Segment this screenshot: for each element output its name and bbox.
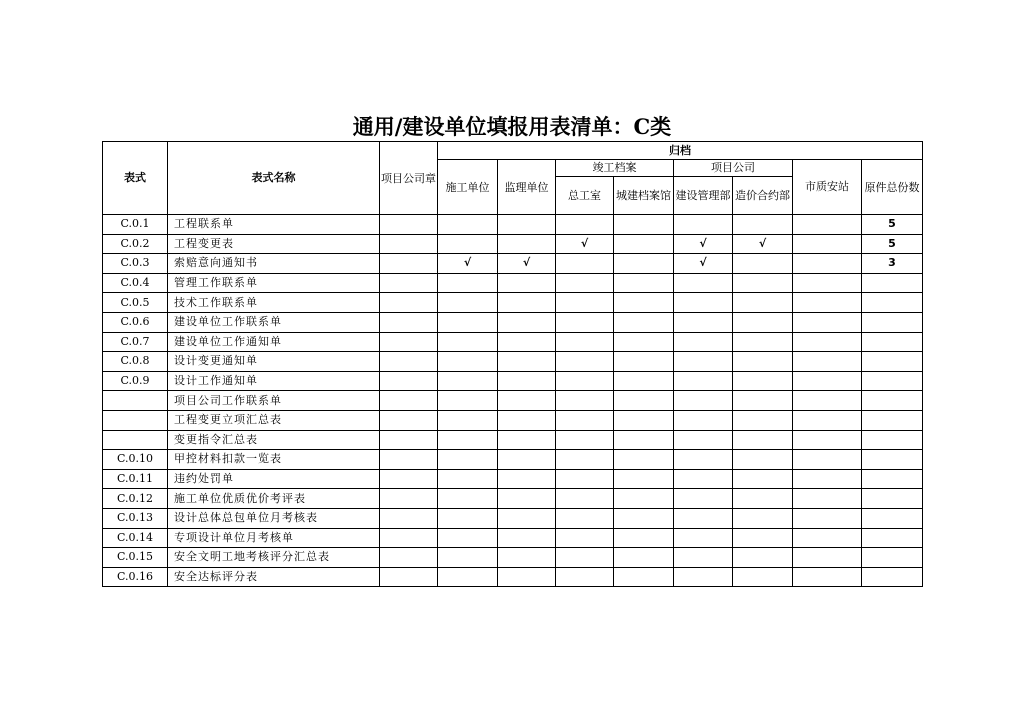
- construction-mgmt-dept-cell: [674, 312, 733, 332]
- cost-contract-dept-cell: [733, 371, 793, 391]
- chief-engineer-office-cell: √: [556, 234, 614, 254]
- construction-unit-cell: [438, 450, 498, 470]
- urban-archive-hall-cell: [614, 528, 674, 548]
- urban-archive-hall-cell: [614, 391, 674, 411]
- chief-engineer-office-cell: [556, 254, 614, 274]
- form-name-cell: 违约处罚单: [168, 469, 380, 489]
- supervision-unit-cell: [498, 234, 556, 254]
- chief-engineer-office-cell: [556, 273, 614, 293]
- city-quality-safety-station-cell: [793, 410, 862, 430]
- construction-unit-cell: [438, 352, 498, 372]
- header-chief-engineer-office: 总工室: [556, 177, 614, 215]
- form-code-cell: [103, 391, 168, 411]
- table-row: [103, 234, 923, 254]
- form-list-table: [102, 141, 923, 587]
- city-quality-safety-station-cell: [793, 430, 862, 450]
- city-quality-safety-station-cell: [793, 312, 862, 332]
- construction-unit-cell: [438, 215, 498, 235]
- document-title: 通用/建设单位填报用表清单：C类: [352, 114, 672, 139]
- project-company-seal-cell: [380, 234, 438, 254]
- chief-engineer-office-cell: [556, 371, 614, 391]
- chief-engineer-office-cell: [556, 548, 614, 568]
- urban-archive-hall-cell: [614, 567, 674, 587]
- supervision-unit-cell: [498, 508, 556, 528]
- construction-unit-cell: √: [438, 254, 498, 274]
- construction-mgmt-dept-cell: [674, 391, 733, 411]
- cost-contract-dept-cell: [733, 312, 793, 332]
- construction-mgmt-dept-cell: [674, 352, 733, 372]
- form-code-cell: C.0.16: [103, 567, 168, 587]
- urban-archive-hall-cell: [614, 254, 674, 274]
- chief-engineer-office-cell: [556, 410, 614, 430]
- project-company-seal-cell: [380, 293, 438, 313]
- chief-engineer-office-cell: [556, 215, 614, 235]
- project-company-seal-cell: [380, 567, 438, 587]
- original-total-copies-cell: [862, 352, 923, 372]
- table-row: [103, 489, 923, 509]
- cost-contract-dept-cell: [733, 430, 793, 450]
- form-name-cell: 变更指令汇总表: [168, 430, 380, 450]
- form-name-cell: 甲控材料扣款一览表: [168, 450, 380, 470]
- construction-mgmt-dept-cell: [674, 332, 733, 352]
- header-cost-contract-dept: 造价合约部: [733, 177, 793, 215]
- header-construction-mgmt-dept: 建设管理部: [674, 177, 733, 215]
- form-code-cell: C.0.3: [103, 254, 168, 274]
- chief-engineer-office-cell: [556, 508, 614, 528]
- original-total-copies-cell: [862, 508, 923, 528]
- form-code-cell: C.0.12: [103, 489, 168, 509]
- form-name-cell: 专项设计单位月考核单: [168, 528, 380, 548]
- supervision-unit-cell: [498, 312, 556, 332]
- cost-contract-dept-cell: [733, 273, 793, 293]
- project-company-seal-cell: [380, 254, 438, 274]
- supervision-unit-cell: [498, 391, 556, 411]
- original-total-copies-cell: [862, 450, 923, 470]
- table-row: [103, 508, 923, 528]
- chief-engineer-office-cell: [556, 430, 614, 450]
- supervision-unit-cell: [498, 352, 556, 372]
- construction-mgmt-dept-cell: [674, 371, 733, 391]
- construction-unit-cell: [438, 430, 498, 450]
- header-project-company-seal: 项目公司章: [380, 142, 438, 215]
- form-code-cell: C.0.11: [103, 469, 168, 489]
- construction-unit-cell: [438, 293, 498, 313]
- table-row: [103, 391, 923, 411]
- construction-unit-cell: [438, 332, 498, 352]
- project-company-seal-cell: [380, 430, 438, 450]
- cost-contract-dept-cell: [733, 410, 793, 430]
- header-supervision-unit: 监理单位: [498, 160, 556, 215]
- header-project-company: 项目公司: [674, 160, 793, 177]
- city-quality-safety-station-cell: [793, 254, 862, 274]
- chief-engineer-office-cell: [556, 312, 614, 332]
- original-total-copies-cell: [862, 371, 923, 391]
- urban-archive-hall-cell: [614, 215, 674, 235]
- city-quality-safety-station-cell: [793, 332, 862, 352]
- city-quality-safety-station-cell: [793, 215, 862, 235]
- table-row: [103, 567, 923, 587]
- supervision-unit-cell: [498, 273, 556, 293]
- form-name-cell: 技术工作联系单: [168, 293, 380, 313]
- urban-archive-hall-cell: [614, 312, 674, 332]
- project-company-seal-cell: [380, 469, 438, 489]
- table-row: [103, 469, 923, 489]
- chief-engineer-office-cell: [556, 332, 614, 352]
- original-total-copies-cell: [862, 332, 923, 352]
- construction-mgmt-dept-cell: [674, 508, 733, 528]
- form-code-cell: C.0.13: [103, 508, 168, 528]
- supervision-unit-cell: [498, 293, 556, 313]
- form-code-cell: C.0.2: [103, 234, 168, 254]
- supervision-unit-cell: [498, 548, 556, 568]
- original-total-copies-cell: [862, 567, 923, 587]
- chief-engineer-office-cell: [556, 450, 614, 470]
- urban-archive-hall-cell: [614, 371, 674, 391]
- construction-mgmt-dept-cell: √: [674, 254, 733, 274]
- city-quality-safety-station-cell: [793, 391, 862, 411]
- form-name-cell: 设计变更通知单: [168, 352, 380, 372]
- construction-unit-cell: [438, 567, 498, 587]
- form-code-cell: C.0.9: [103, 371, 168, 391]
- form-name-cell: 建设单位工作通知单: [168, 332, 380, 352]
- form-code-cell: C.0.14: [103, 528, 168, 548]
- form-code-cell: C.0.6: [103, 312, 168, 332]
- cost-contract-dept-cell: [733, 293, 793, 313]
- cost-contract-dept-cell: [733, 215, 793, 235]
- construction-mgmt-dept-cell: [674, 430, 733, 450]
- chief-engineer-office-cell: [556, 528, 614, 548]
- table-row: [103, 410, 923, 430]
- table-row: [103, 273, 923, 293]
- supervision-unit-cell: [498, 215, 556, 235]
- project-company-seal-cell: [380, 508, 438, 528]
- city-quality-safety-station-cell: [793, 293, 862, 313]
- project-company-seal-cell: [380, 332, 438, 352]
- construction-mgmt-dept-cell: √: [674, 234, 733, 254]
- supervision-unit-cell: [498, 371, 556, 391]
- supervision-unit-cell: [498, 332, 556, 352]
- construction-unit-cell: [438, 528, 498, 548]
- cost-contract-dept-cell: [733, 450, 793, 470]
- form-name-cell: 工程变更表: [168, 234, 380, 254]
- supervision-unit-cell: [498, 528, 556, 548]
- form-code-cell: [103, 410, 168, 430]
- construction-unit-cell: [438, 391, 498, 411]
- form-code-cell: C.0.5: [103, 293, 168, 313]
- project-company-seal-cell: [380, 215, 438, 235]
- project-company-seal-cell: [380, 489, 438, 509]
- cost-contract-dept-cell: [733, 567, 793, 587]
- original-total-copies-cell: [862, 273, 923, 293]
- construction-unit-cell: [438, 469, 498, 489]
- original-total-copies-cell: [862, 410, 923, 430]
- header-completion-archive: 竣工档案: [556, 160, 674, 177]
- project-company-seal-cell: [380, 352, 438, 372]
- construction-unit-cell: [438, 410, 498, 430]
- city-quality-safety-station-cell: [793, 352, 862, 372]
- table-row: [103, 293, 923, 313]
- cost-contract-dept-cell: [733, 528, 793, 548]
- original-total-copies-cell: [862, 528, 923, 548]
- form-name-cell: 工程变更立项汇总表: [168, 410, 380, 430]
- supervision-unit-cell: [498, 489, 556, 509]
- project-company-seal-cell: [380, 273, 438, 293]
- construction-mgmt-dept-cell: [674, 450, 733, 470]
- original-total-copies-cell: [862, 430, 923, 450]
- cost-contract-dept-cell: [733, 489, 793, 509]
- construction-mgmt-dept-cell: [674, 528, 733, 548]
- form-name-cell: 设计工作通知单: [168, 371, 380, 391]
- construction-unit-cell: [438, 508, 498, 528]
- urban-archive-hall-cell: [614, 273, 674, 293]
- cost-contract-dept-cell: [733, 332, 793, 352]
- urban-archive-hall-cell: [614, 508, 674, 528]
- form-name-cell: 安全文明工地考核评分汇总表: [168, 548, 380, 568]
- cost-contract-dept-cell: √: [733, 234, 793, 254]
- table-row: [103, 254, 923, 274]
- original-total-copies-cell: 5: [862, 234, 923, 254]
- form-code-cell: C.0.15: [103, 548, 168, 568]
- cost-contract-dept-cell: [733, 254, 793, 274]
- city-quality-safety-station-cell: [793, 469, 862, 489]
- cost-contract-dept-cell: [733, 469, 793, 489]
- project-company-seal-cell: [380, 450, 438, 470]
- construction-unit-cell: [438, 312, 498, 332]
- original-total-copies-cell: [862, 293, 923, 313]
- table-row: [103, 528, 923, 548]
- construction-unit-cell: [438, 273, 498, 293]
- chief-engineer-office-cell: [556, 489, 614, 509]
- original-total-copies-cell: [862, 548, 923, 568]
- table-row: [103, 352, 923, 372]
- header-archive: 归档: [438, 142, 923, 160]
- supervision-unit-cell: [498, 410, 556, 430]
- form-code-cell: C.0.1: [103, 215, 168, 235]
- header-form-name: 表式名称: [168, 142, 380, 215]
- original-total-copies-cell: [862, 312, 923, 332]
- form-name-cell: 项目公司工作联系单: [168, 391, 380, 411]
- project-company-seal-cell: [380, 312, 438, 332]
- form-name-cell: 建设单位工作联系单: [168, 312, 380, 332]
- original-total-copies-cell: [862, 391, 923, 411]
- city-quality-safety-station-cell: [793, 371, 862, 391]
- construction-mgmt-dept-cell: [674, 548, 733, 568]
- header-city-quality-safety-station: 市质安站: [793, 160, 862, 215]
- table-row: [103, 430, 923, 450]
- form-code-cell: C.0.8: [103, 352, 168, 372]
- city-quality-safety-station-cell: [793, 273, 862, 293]
- supervision-unit-cell: [498, 450, 556, 470]
- construction-unit-cell: [438, 371, 498, 391]
- project-company-seal-cell: [380, 548, 438, 568]
- urban-archive-hall-cell: [614, 332, 674, 352]
- city-quality-safety-station-cell: [793, 508, 862, 528]
- project-company-seal-cell: [380, 371, 438, 391]
- form-name-cell: 工程联系单: [168, 215, 380, 235]
- chief-engineer-office-cell: [556, 391, 614, 411]
- supervision-unit-cell: [498, 430, 556, 450]
- project-company-seal-cell: [380, 391, 438, 411]
- original-total-copies-cell: [862, 489, 923, 509]
- header-form-code: 表式: [103, 142, 168, 215]
- chief-engineer-office-cell: [556, 293, 614, 313]
- table-row: [103, 371, 923, 391]
- city-quality-safety-station-cell: [793, 450, 862, 470]
- urban-archive-hall-cell: [614, 489, 674, 509]
- cost-contract-dept-cell: [733, 391, 793, 411]
- construction-mgmt-dept-cell: [674, 293, 733, 313]
- city-quality-safety-station-cell: [793, 234, 862, 254]
- construction-mgmt-dept-cell: [674, 567, 733, 587]
- construction-unit-cell: [438, 489, 498, 509]
- original-total-copies-cell: 5: [862, 215, 923, 235]
- chief-engineer-office-cell: [556, 469, 614, 489]
- table-row: [103, 450, 923, 470]
- construction-unit-cell: [438, 234, 498, 254]
- city-quality-safety-station-cell: [793, 548, 862, 568]
- form-code-cell: C.0.10: [103, 450, 168, 470]
- construction-mgmt-dept-cell: [674, 489, 733, 509]
- project-company-seal-cell: [380, 528, 438, 548]
- chief-engineer-office-cell: [556, 567, 614, 587]
- city-quality-safety-station-cell: [793, 567, 862, 587]
- form-name-cell: 施工单位优质优价考评表: [168, 489, 380, 509]
- chief-engineer-office-cell: [556, 352, 614, 372]
- form-code-cell: C.0.4: [103, 273, 168, 293]
- urban-archive-hall-cell: [614, 352, 674, 372]
- header-construction-unit: 施工单位: [438, 160, 498, 215]
- construction-mgmt-dept-cell: [674, 215, 733, 235]
- construction-mgmt-dept-cell: [674, 469, 733, 489]
- header-original-total-copies: 原件总份数: [862, 160, 923, 215]
- original-total-copies-cell: 3: [862, 254, 923, 274]
- supervision-unit-cell: [498, 567, 556, 587]
- form-name-cell: 安全达标评分表: [168, 567, 380, 587]
- construction-unit-cell: [438, 548, 498, 568]
- urban-archive-hall-cell: [614, 410, 674, 430]
- cost-contract-dept-cell: [733, 352, 793, 372]
- form-name-cell: 设计总体总包单位月考核表: [168, 508, 380, 528]
- urban-archive-hall-cell: [614, 450, 674, 470]
- table-row: [103, 215, 923, 235]
- construction-mgmt-dept-cell: [674, 273, 733, 293]
- original-total-copies-cell: [862, 469, 923, 489]
- table-row: [103, 312, 923, 332]
- form-code-cell: C.0.7: [103, 332, 168, 352]
- urban-archive-hall-cell: [614, 548, 674, 568]
- form-name-cell: 索赔意向通知书: [168, 254, 380, 274]
- construction-mgmt-dept-cell: [674, 410, 733, 430]
- cost-contract-dept-cell: [733, 548, 793, 568]
- supervision-unit-cell: √: [498, 254, 556, 274]
- project-company-seal-cell: [380, 410, 438, 430]
- urban-archive-hall-cell: [614, 234, 674, 254]
- table-row: [103, 332, 923, 352]
- header-urban-archive-hall: 城建档案馆: [614, 177, 674, 215]
- urban-archive-hall-cell: [614, 430, 674, 450]
- city-quality-safety-station-cell: [793, 528, 862, 548]
- city-quality-safety-station-cell: [793, 489, 862, 509]
- table-row: [103, 548, 923, 568]
- form-code-cell: [103, 430, 168, 450]
- urban-archive-hall-cell: [614, 469, 674, 489]
- form-name-cell: 管理工作联系单: [168, 273, 380, 293]
- supervision-unit-cell: [498, 469, 556, 489]
- urban-archive-hall-cell: [614, 293, 674, 313]
- cost-contract-dept-cell: [733, 508, 793, 528]
